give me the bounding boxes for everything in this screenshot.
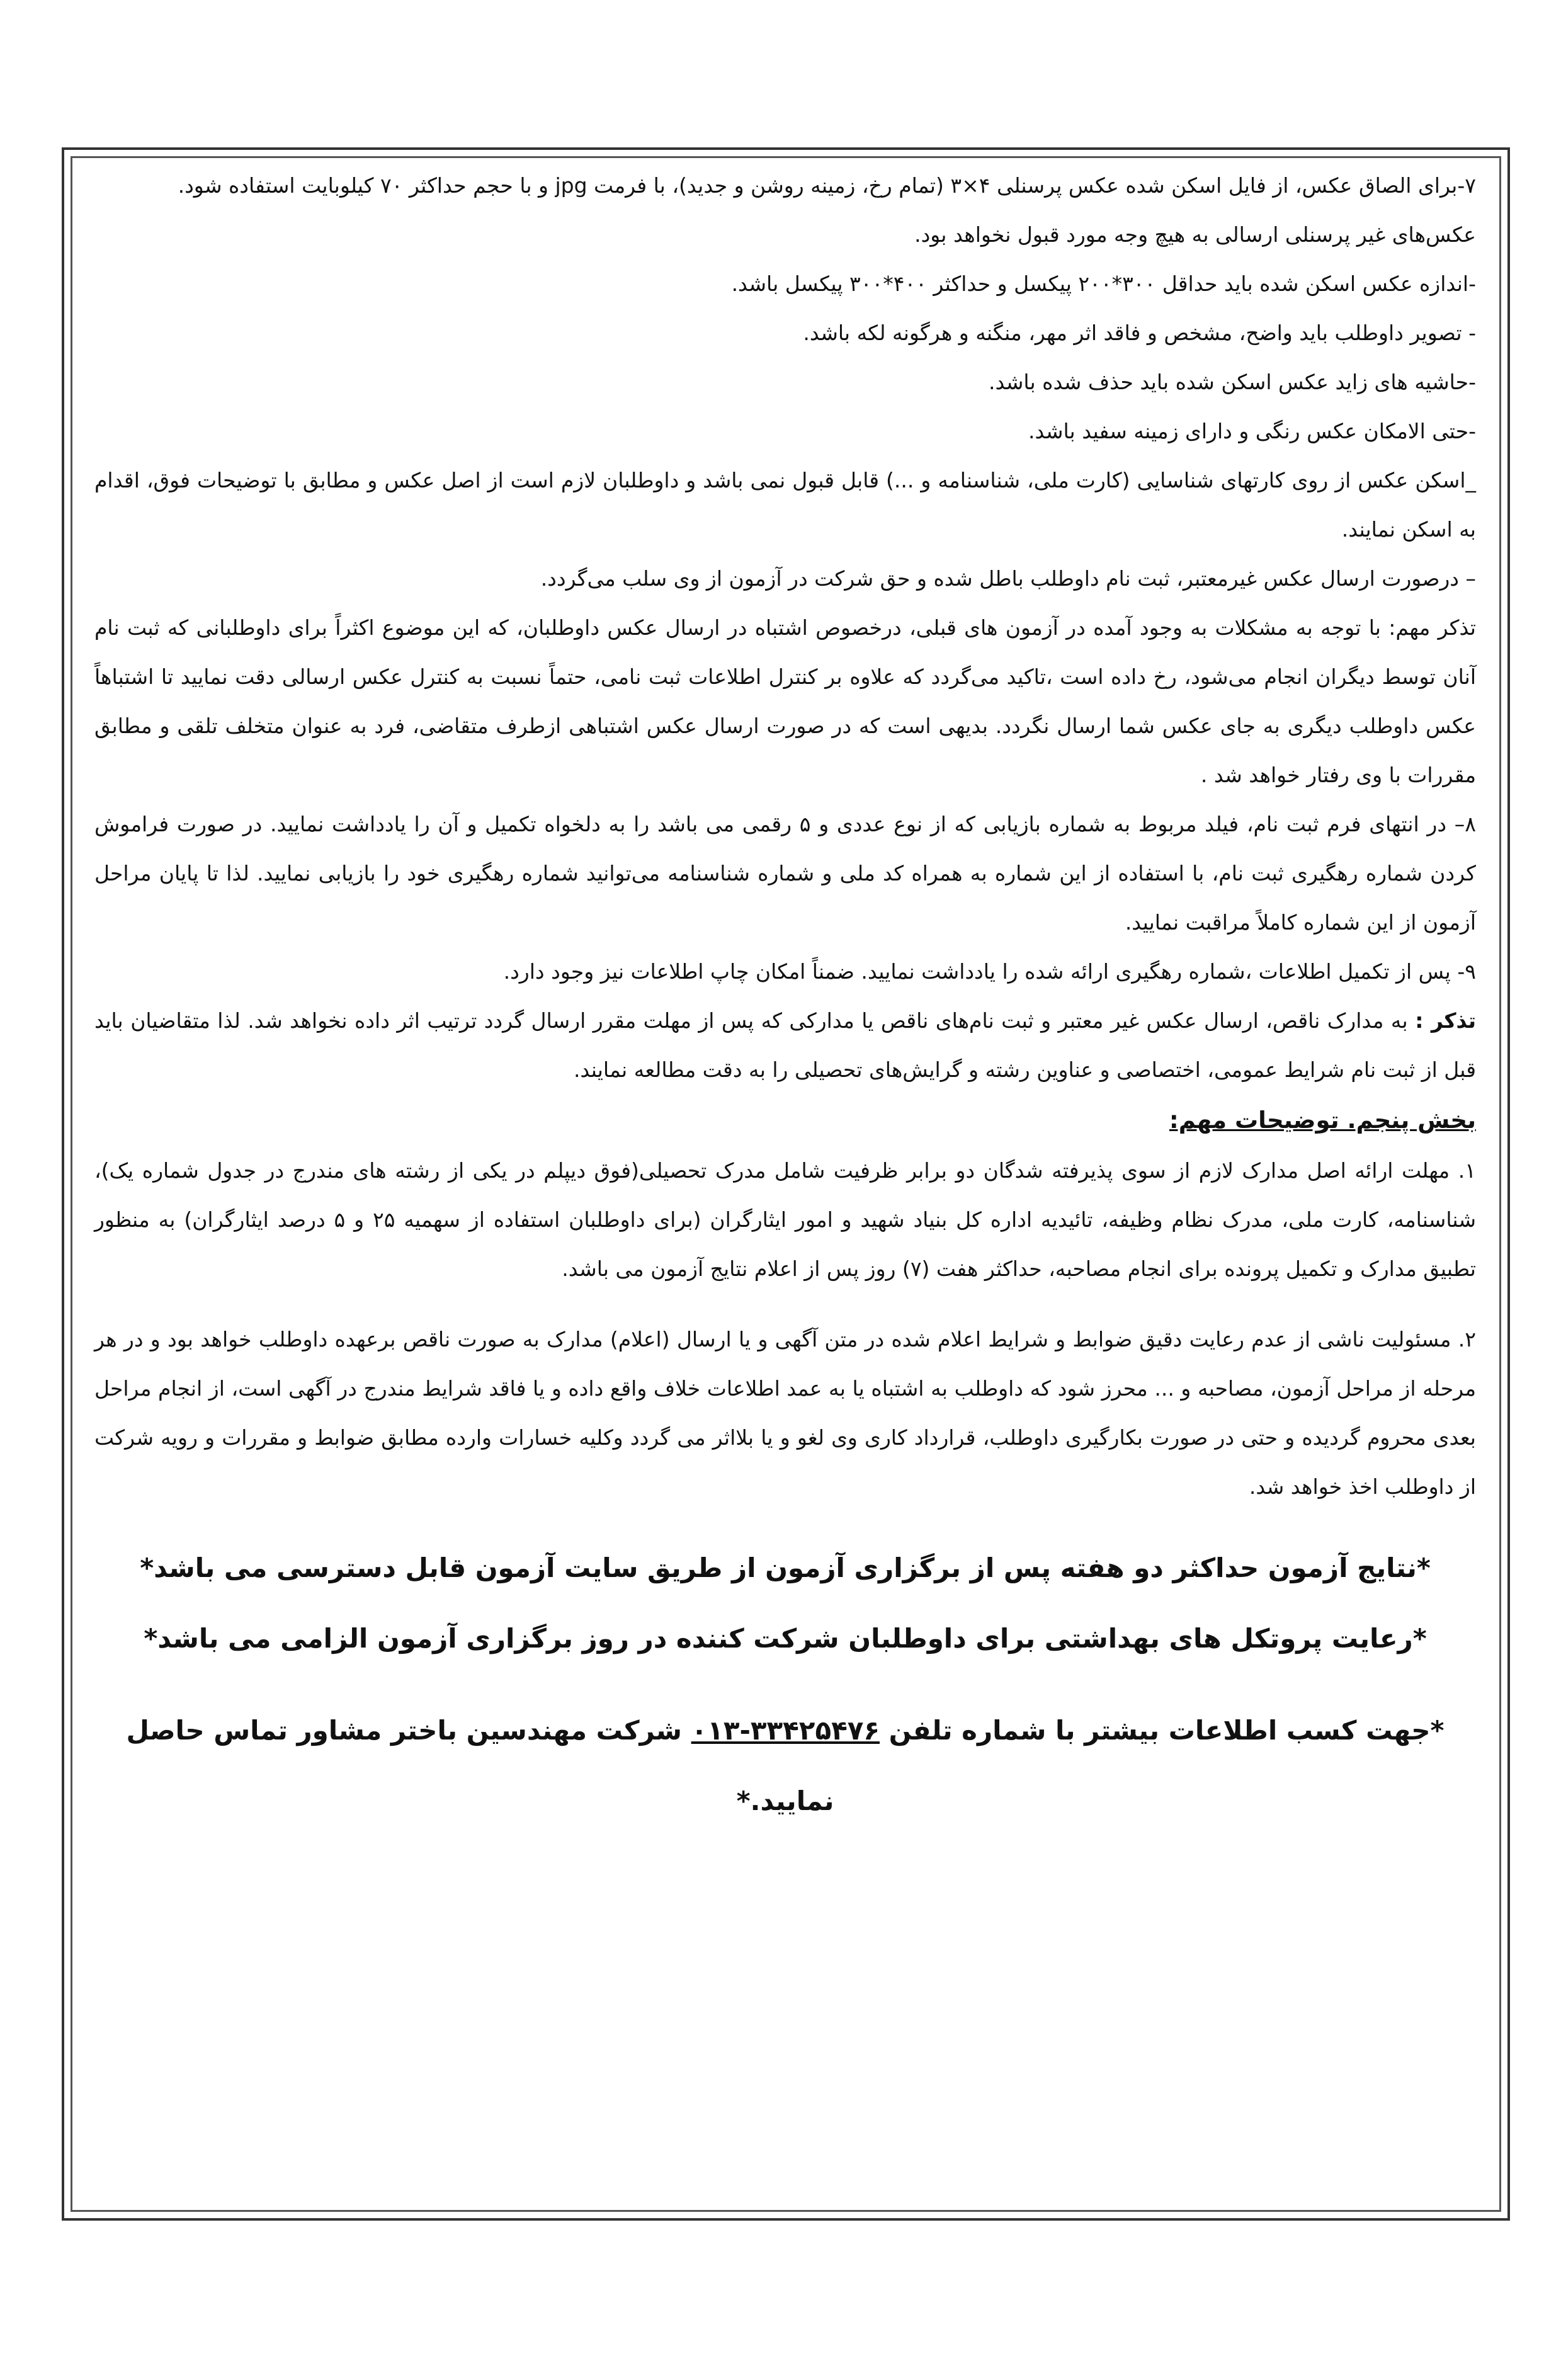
- item-7-line: -اندازه عکس اسکن شده باید حداقل ۳۰۰*۲۰۰ پیکسل و حداکثر ۴۰۰*۳۰۰ پیکسل باشد.: [731, 271, 1476, 296]
- spacer: [94, 1674, 1476, 1695]
- item-7-line: ۷-برای الصاق عکس، از فایل اسکن شده عکس پرسنلی ۴×۳ (تمام رخ، زمینه روشن و جدید)، با فرمت jpg و با حجم حداکثر ۷۰ کیلوبایت استفاده شود.: [178, 173, 1476, 198]
- item-7-line: -حتی الامکان عکس رنگی و دارای زمینه سفید باشد.: [1028, 419, 1476, 443]
- contact-text-before: *جهت کسب اطلاعات بیشتر با شماره تلفن: [879, 1715, 1445, 1746]
- reminder-text: به مدارک ناقص، ارسال عکس غیر معتبر و ثبت نام‌های ناقص یا مدارکی که پس از مهلت مقرر ارسال گردد ترتیب اثر داده نخواهد شد. لذا متقاضیان باید قبل از ثبت نام شرایط عمومی، اختصاصی و عناوین رشته و گرایش‌های تحصیلی را به دقت مطالعه نمایند.: [94, 1008, 1476, 1082]
- notice-contact: [94, 1695, 1476, 1836]
- item-7-line: عکس‌های غیر پرسنلی ارسالی به هیچ وجه مورد قبول نخواهد بود.: [914, 222, 1476, 247]
- item-7-photo-rules: [94, 161, 1476, 603]
- item-7-line: - تصویر داوطلب باید واضح، مشخص و فاقد اثر مهر، منگنه و هرگونه لکه باشد.: [803, 321, 1476, 345]
- section-5-item-1: ۱. مهلت ارائه اصل مدارک لازم از سوی پذیرفته شدگان دو برابر ظرفیت شامل مدرک تحصیلی(فوق دیپلم در یکی از رشته های مندرج در جدول شماره یک)، شناسنامه، کارت ملی، مدرک نظام وظیفه، تائیدیه اداره کل بنیاد شهید و امور ایثارگران (برای داوطلبان استفاده از سهمیه ۲۵ و ۵ درصد ایثارگران) به منظور تطبیق مدارک و تکمیل پرونده برای انجام مصاحبه، حداکثر هفت (۷) روز پس از اعلام نتایج آزمون می باشد.: [94, 1158, 1476, 1281]
- item-7-line: -حاشیه های زاید عکس اسکن شده باید حذف شده باشد.: [988, 370, 1476, 394]
- reminder-label: تذکر :: [1415, 1008, 1477, 1033]
- contact-text-after: شرکت مهندسین باختر مشاور تماس حاصل نمایید.*: [126, 1715, 834, 1816]
- section-5-heading: بخش پنجم. توضیحات مهم:: [1169, 1107, 1476, 1134]
- contact-phone-number: ۰۱۳-۳۳۴۲۵۴۷۶: [691, 1715, 880, 1746]
- notice-exam-results: *نتایج آزمون حداکثر دو هفته پس از برگزاری آزمون از طریق سایت آزمون قابل دسترسی می باشد*: [140, 1552, 1431, 1583]
- important-note: تذکر مهم: با توجه به مشکلات به وجود آمده در آزمون های قبلی، درخصوص اشتباه در ارسال عکس داوطلبان، که این موضوع اکثراً برای داوطلبانی که ثبت نام آنان توسط دیگران انجام می‌شود، رخ داده است ،تاکید می‌گردد که علاوه بر کنترل اطلاعات ثبت نامی، حتماً نسبت به کنترل عکس ارسالی دقت نمایید تا اشتباهاً عکس داوطلب دیگری به جای عکس شما ارسال نگردد. بدیهی است که در صورت ارسال عکس اشتباهی ازطرف متقاضی، فرد به عنوان متخلف تلقی و مطابق مقررات با وی رفتار خواهد شد .: [94, 615, 1476, 787]
- spacer: [94, 1294, 1476, 1315]
- section-5-item-2: ۲. مسئولیت ناشی از عدم رعایت دقیق ضوابط و شرایط اعلام شده در متن آگهی و یا ارسال (اعلام) مدارک به صورت ناقص برعهده داوطلب خواهد بود و در هر مرحله از مراحل آزمون، مصاحبه و ... محرز شود که داوطلب به اشتباه یا به عمد اطلاعات خلاف واقع داده و یا فاقد شرایط مندرج در آگهی است، از انجام مراحل بعدی محروم گردیده و حتی در صورت بکارگیری داوطلب، قرارداد کاری وی لغو و یا بلااثر می گردد وکلیه خسارات وارده مطابق ضوابط و مقررات و رویه شرکت از داوطلب اخذ خواهد شد.: [94, 1327, 1476, 1499]
- document-body: [94, 161, 1476, 1836]
- reminder-paragraph: [94, 996, 1476, 1095]
- item-9-tracking-number: ۹- پس از تکمیل اطلاعات ،شماره رهگیری ارائه شده را یادداشت نمایید. ضمناً امکان چاپ اطلاعات نیز وجود دارد.: [503, 959, 1476, 984]
- item-8-retrieval-number: ۸– در انتهای فرم ثبت نام، فیلد مربوط به شماره بازیابی که از نوع عددی و ۵ رقمی می باشد را به دلخواه تکمیل و آن را یادداشت نمایید. در صورت فراموش کردن شماره رهگیری ثبت نام، با استفاده از این شماره به همراه کد ملی و شماره شناسنامه می‌توانید شماره رهگیری خود را بازیابی نمایید. لذا تا پایان مراحل آزمون از این شماره کاملاً مراقبت نمایید.: [94, 812, 1476, 935]
- notice-health-protocols: *رعایت پروتکل های بهداشتی برای داوطلبان شرکت کننده در روز برگزاری آزمون الزامی می باشد*: [144, 1623, 1427, 1654]
- item-7-line: _اسکن عکس از روی کارتهای شناسایی (کارت ملی، شناسنامه و ...) قابل قبول نمی باشد و داوطلبان لازم است از اصل عکس و مطابق با توضیحات فوق، اقدام به اسکن نمایند.: [94, 468, 1476, 542]
- item-7-line: – درصورت ارسال عکس غیرمعتبر، ثبت نام داوطلب باطل شده و حق شرکت در آزمون از وی سلب می‌گردد.: [540, 566, 1476, 591]
- spacer: [94, 1512, 1476, 1533]
